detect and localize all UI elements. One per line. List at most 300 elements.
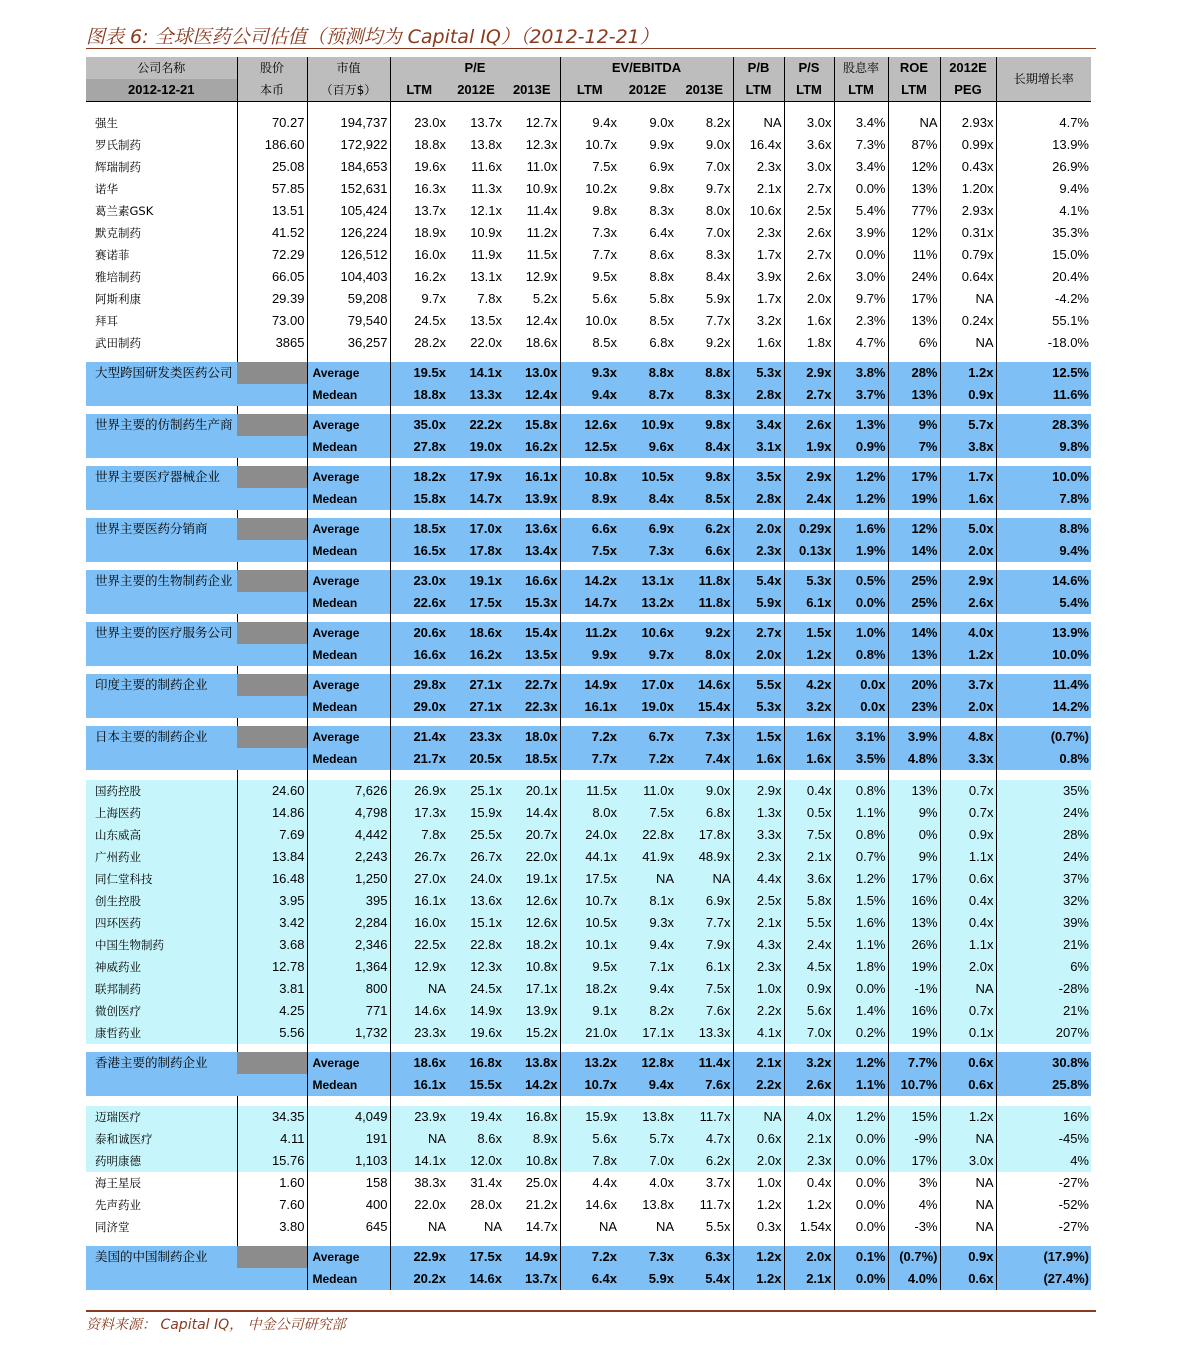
spacer-cell bbox=[390, 770, 448, 780]
value-cell: 172,922 bbox=[307, 134, 390, 156]
value-cell: 8.3x bbox=[676, 244, 733, 266]
value-cell: NA bbox=[655, 1219, 674, 1234]
value-cell: 7.60 bbox=[237, 1194, 307, 1216]
group-marker bbox=[237, 362, 307, 384]
header-mktcap: 市值 bbox=[307, 57, 390, 79]
value-cell: 104,403 bbox=[307, 266, 390, 288]
spacer-cell bbox=[784, 718, 834, 726]
value-cell: 1.0x bbox=[733, 978, 784, 1000]
value-cell: 17.1x bbox=[504, 978, 560, 1000]
header-roe: ROE bbox=[888, 57, 940, 79]
average-value: 3.1% bbox=[834, 726, 888, 748]
value-cell: 126,224 bbox=[307, 222, 390, 244]
average-value: 14.6x bbox=[676, 674, 733, 696]
spacer-cell bbox=[86, 614, 237, 622]
average-value: 16.8x bbox=[448, 1052, 504, 1074]
value-cell: 19% bbox=[888, 1022, 940, 1044]
median-value: 5.4x bbox=[676, 1268, 733, 1290]
average-value: 4.8x bbox=[940, 726, 996, 748]
median-value: 10.0% bbox=[996, 644, 1091, 666]
value-cell: 7.7x bbox=[676, 912, 733, 934]
median-blank bbox=[237, 696, 307, 718]
average-label: Average bbox=[307, 414, 390, 436]
spacer-cell bbox=[448, 770, 504, 780]
spacer-cell bbox=[560, 1238, 619, 1246]
value-cell: 23.3x bbox=[390, 1022, 448, 1044]
spacer-row bbox=[86, 562, 1091, 570]
spacer-cell bbox=[733, 1238, 784, 1246]
spacer-cell bbox=[733, 770, 784, 780]
value-cell: 24.0x bbox=[448, 868, 504, 890]
value-cell: 0.0% bbox=[834, 1172, 888, 1194]
value-cell: 25.1x bbox=[448, 780, 504, 802]
value-cell: 7.8x bbox=[390, 824, 448, 846]
average-value: 0.9x bbox=[940, 1246, 996, 1268]
value-cell: -18.0% bbox=[1047, 335, 1089, 350]
value-cell: 15% bbox=[888, 1106, 940, 1128]
median-value: 16.2x bbox=[504, 436, 560, 458]
value-cell: 2.3x bbox=[733, 846, 784, 868]
spacer-cell bbox=[940, 718, 996, 726]
value-cell: 7.1x bbox=[619, 956, 676, 978]
value-cell: 2.6x bbox=[784, 266, 834, 288]
spacer-cell bbox=[237, 510, 307, 518]
median-value: 20.5x bbox=[448, 748, 504, 770]
median-value: 0.8% bbox=[996, 748, 1091, 770]
spacer-cell bbox=[834, 1238, 888, 1246]
header-ev-ebitda: EV/EBITDA bbox=[560, 57, 733, 79]
value-cell: 5.5x bbox=[676, 1216, 733, 1238]
average-value: 2.9x bbox=[940, 570, 996, 592]
value-cell: 0.31x bbox=[940, 222, 996, 244]
spacer-cell bbox=[834, 102, 888, 113]
median-value: (27.4%) bbox=[996, 1268, 1091, 1290]
median-value: 22.3x bbox=[504, 696, 560, 718]
value-cell: 1.54x bbox=[784, 1216, 834, 1238]
average-value: 12% bbox=[888, 518, 940, 540]
average-value: 17.9x bbox=[448, 466, 504, 488]
spacer-cell bbox=[996, 354, 1091, 362]
average-value: 3.9% bbox=[888, 726, 940, 748]
median-value: 0.6x bbox=[940, 1074, 996, 1096]
value-cell: 17.1x bbox=[619, 1022, 676, 1044]
average-value: 9.2x bbox=[676, 622, 733, 644]
median-value: 8.0x bbox=[676, 644, 733, 666]
average-value: 11.2x bbox=[560, 622, 619, 644]
average-value: 8.8% bbox=[996, 518, 1091, 540]
median-value: 11.6% bbox=[996, 384, 1091, 406]
spacer-cell bbox=[390, 614, 448, 622]
average-row bbox=[86, 1246, 1091, 1268]
value-cell: 4.3x bbox=[733, 934, 784, 956]
value-cell: 15.1x bbox=[448, 912, 504, 934]
median-value: 0.0x bbox=[834, 696, 888, 718]
value-cell: 4.4x bbox=[592, 1175, 617, 1190]
value-cell: 0.4x bbox=[784, 1172, 834, 1194]
value-cell: 1.1x bbox=[940, 934, 996, 956]
value-cell: 22.5x bbox=[390, 934, 448, 956]
value-cell: 66.05 bbox=[237, 266, 307, 288]
value-cell: 2.7x bbox=[784, 178, 834, 200]
spacer-cell bbox=[390, 458, 448, 466]
spacer-cell bbox=[619, 718, 676, 726]
spacer-cell bbox=[784, 406, 834, 414]
value-cell: 105,424 bbox=[307, 200, 390, 222]
average-value: 10.5x bbox=[619, 466, 676, 488]
median-value: 17.5x bbox=[448, 592, 504, 614]
spacer-cell bbox=[390, 1238, 448, 1246]
median-value: 2.0x bbox=[733, 644, 784, 666]
value-cell: 8.4x bbox=[676, 266, 733, 288]
average-value: 2.9x bbox=[784, 362, 834, 384]
average-value: 19.1x bbox=[448, 570, 504, 592]
average-value: 8.8x bbox=[676, 362, 733, 384]
spacer-cell bbox=[307, 666, 390, 674]
value-cell: 10.7x bbox=[585, 137, 617, 152]
value-cell: 41.52 bbox=[237, 222, 307, 244]
value-cell: 11% bbox=[888, 244, 940, 266]
value-cell: 22.8x bbox=[448, 934, 504, 956]
value-cell: 17% bbox=[888, 1150, 940, 1172]
spacer-cell bbox=[86, 510, 237, 518]
spacer-cell bbox=[307, 1096, 390, 1106]
value-cell: 1.8x bbox=[784, 332, 834, 354]
value-cell: 0.7x bbox=[940, 802, 996, 824]
spacer-cell bbox=[504, 770, 560, 780]
value-cell: 35% bbox=[996, 780, 1091, 802]
value-cell: 2.3x bbox=[733, 222, 784, 244]
value-cell: 13% bbox=[888, 178, 940, 200]
value-cell: 13.3x bbox=[676, 1022, 733, 1044]
spacer-cell bbox=[676, 666, 733, 674]
average-row bbox=[86, 518, 1091, 540]
value-cell: 11.7x bbox=[676, 1194, 733, 1216]
spacer-cell bbox=[784, 458, 834, 466]
value-cell: 38.3x bbox=[414, 1175, 446, 1190]
median-value: 0.6x bbox=[940, 1268, 996, 1290]
value-cell: 4.0x bbox=[649, 1175, 674, 1190]
spacer-cell bbox=[307, 354, 390, 362]
average-value: 13.6x bbox=[504, 518, 560, 540]
average-value: 27.1x bbox=[448, 674, 504, 696]
spacer-cell bbox=[733, 458, 784, 466]
value-cell: 2.1x bbox=[784, 846, 834, 868]
median-value: 14.6x bbox=[448, 1268, 504, 1290]
group-name: 美国的中国制药企业 bbox=[86, 1246, 237, 1268]
spacer-cell bbox=[237, 458, 307, 466]
value-cell: 2.7x bbox=[784, 244, 834, 266]
value-cell: 59,208 bbox=[307, 288, 390, 310]
spacer-row bbox=[86, 718, 1091, 726]
average-value: 10.6x bbox=[619, 622, 676, 644]
spacer-cell bbox=[390, 510, 448, 518]
header-roe-ltm: LTM bbox=[888, 79, 940, 102]
median-blank bbox=[86, 592, 237, 614]
value-cell: 400 bbox=[307, 1194, 390, 1216]
median-value: 13% bbox=[888, 384, 940, 406]
value-cell: 26% bbox=[888, 934, 940, 956]
spacer-cell bbox=[733, 102, 784, 113]
spacer-cell bbox=[86, 354, 237, 362]
value-cell: 2.93x bbox=[940, 112, 996, 134]
spacer-cell bbox=[888, 510, 940, 518]
value-cell: 7.8x bbox=[477, 291, 502, 306]
spacer-cell bbox=[560, 102, 619, 113]
value-cell: 191 bbox=[307, 1128, 390, 1150]
median-value: 14.2% bbox=[996, 696, 1091, 718]
spacer-cell bbox=[834, 614, 888, 622]
spacer-cell bbox=[307, 102, 390, 113]
table-row bbox=[86, 1194, 1091, 1216]
spacer-cell bbox=[996, 1096, 1091, 1106]
value-cell: 6.4x bbox=[649, 225, 674, 240]
value-cell: 39% bbox=[996, 912, 1091, 934]
average-row bbox=[86, 622, 1091, 644]
average-row bbox=[86, 362, 1091, 384]
spacer-cell bbox=[448, 718, 504, 726]
spacer-cell bbox=[504, 1238, 560, 1246]
value-cell: 13.9% bbox=[1052, 137, 1089, 152]
spacer-cell bbox=[733, 406, 784, 414]
value-cell: 4.7% bbox=[834, 332, 888, 354]
value-cell: NA bbox=[940, 1172, 996, 1194]
spacer-cell bbox=[784, 1044, 834, 1052]
spacer-cell bbox=[888, 458, 940, 466]
median-value: 14% bbox=[888, 540, 940, 562]
value-cell: 0.8% bbox=[834, 780, 888, 802]
value-cell: 0.9x bbox=[784, 978, 834, 1000]
median-value: 25% bbox=[888, 592, 940, 614]
value-cell: 17% bbox=[888, 868, 940, 890]
value-cell: 9.0x bbox=[676, 134, 733, 156]
spacer-cell bbox=[560, 406, 619, 414]
value-cell: 3.80 bbox=[237, 1216, 307, 1238]
spacer-cell bbox=[448, 510, 504, 518]
average-value: 17.0x bbox=[448, 518, 504, 540]
median-value: 18.5x bbox=[504, 748, 560, 770]
average-label: Average bbox=[307, 1246, 390, 1268]
company-name-cell: 同仁堂科技 bbox=[86, 868, 237, 890]
value-cell: 25.0x bbox=[504, 1172, 560, 1194]
value-cell: 8.2x bbox=[676, 112, 733, 134]
value-cell: 6.9x bbox=[649, 159, 674, 174]
value-cell: 4.7x bbox=[676, 1128, 733, 1150]
value-cell: 9% bbox=[888, 802, 940, 824]
value-cell: 11.5x bbox=[504, 244, 560, 266]
average-value: 3.5x bbox=[733, 466, 784, 488]
average-value: 15.4x bbox=[504, 622, 560, 644]
company-name-cell: 中国生物制药 bbox=[86, 934, 237, 956]
average-value: 29.8x bbox=[390, 674, 448, 696]
spacer-cell bbox=[940, 1096, 996, 1106]
value-cell: 24.5x bbox=[448, 978, 504, 1000]
value-cell: 9.7% bbox=[834, 288, 888, 310]
spacer-cell bbox=[733, 510, 784, 518]
header-pe-2012e: 2012E bbox=[448, 79, 504, 102]
value-cell: 0.99x bbox=[940, 134, 996, 156]
value-cell: 1,364 bbox=[307, 956, 390, 978]
value-cell: 7.7x bbox=[676, 310, 733, 332]
value-cell: 13% bbox=[888, 912, 940, 934]
value-cell: 3.9x bbox=[733, 266, 784, 288]
median-value: 11.8x bbox=[676, 592, 733, 614]
value-cell: 771 bbox=[307, 1000, 390, 1022]
spacer-cell bbox=[560, 718, 619, 726]
value-cell: 21% bbox=[996, 934, 1091, 956]
value-cell: 1.2x bbox=[784, 1194, 834, 1216]
value-cell: 13.8x bbox=[619, 1106, 676, 1128]
spacer-cell bbox=[733, 354, 784, 362]
spacer-cell bbox=[676, 770, 733, 780]
median-value: 2.1x bbox=[784, 1268, 834, 1290]
average-value: 18.2x bbox=[390, 466, 448, 488]
value-cell: 0% bbox=[888, 824, 940, 846]
median-value: 2.2x bbox=[733, 1074, 784, 1096]
spacer-cell bbox=[237, 1096, 307, 1106]
value-cell: 4,442 bbox=[307, 824, 390, 846]
table-row bbox=[86, 156, 1091, 178]
header-mktcap-unit: （百万$） bbox=[307, 79, 390, 102]
average-value: 2.0x bbox=[784, 1246, 834, 1268]
median-row bbox=[86, 436, 1091, 458]
average-value: 25% bbox=[888, 570, 940, 592]
table-row bbox=[86, 134, 1091, 156]
value-cell: 19% bbox=[888, 956, 940, 978]
spacer-cell bbox=[307, 770, 390, 780]
group-name: 大型跨国研发类医药公司 bbox=[86, 362, 237, 384]
value-cell: 9.1x bbox=[560, 1000, 619, 1022]
median-value: 15.5x bbox=[448, 1074, 504, 1096]
median-value: 13.5x bbox=[504, 644, 560, 666]
value-cell: 207% bbox=[996, 1022, 1091, 1044]
median-value: 13% bbox=[888, 644, 940, 666]
group-marker bbox=[237, 622, 307, 644]
average-value: 4.0x bbox=[940, 622, 996, 644]
average-value: 12.5% bbox=[996, 362, 1091, 384]
value-cell: 2.0x bbox=[784, 288, 834, 310]
median-value: 1.9% bbox=[834, 540, 888, 562]
spacer-row bbox=[86, 1044, 1091, 1052]
value-cell: 24.0x bbox=[560, 824, 619, 846]
median-blank bbox=[237, 748, 307, 770]
value-cell: 9.0x bbox=[676, 780, 733, 802]
value-cell: 0.4x bbox=[940, 890, 996, 912]
value-cell: 2.3% bbox=[834, 310, 888, 332]
value-cell: 184,653 bbox=[307, 156, 390, 178]
average-value: 14.2x bbox=[560, 570, 619, 592]
spacer-cell bbox=[834, 1044, 888, 1052]
header-growth: 长期增长率 bbox=[996, 57, 1091, 102]
group-name: 香港主要的制药企业 bbox=[86, 1052, 237, 1074]
spacer-cell bbox=[940, 770, 996, 780]
spacer-cell bbox=[996, 510, 1091, 518]
spacer-row bbox=[86, 1238, 1091, 1246]
spacer-cell bbox=[619, 102, 676, 113]
median-value: 15.8x bbox=[390, 488, 448, 510]
median-row bbox=[86, 1268, 1091, 1290]
group-marker bbox=[237, 1246, 307, 1268]
median-value: 3.8x bbox=[940, 436, 996, 458]
spacer-cell bbox=[996, 666, 1091, 674]
value-cell: NA bbox=[940, 288, 996, 310]
median-value: 1.6x bbox=[784, 748, 834, 770]
average-value: 1.6% bbox=[834, 518, 888, 540]
spacer-cell bbox=[996, 770, 1091, 780]
value-cell: 15.9x bbox=[560, 1106, 619, 1128]
median-value: 8.3x bbox=[676, 384, 733, 406]
average-value: 5.5x bbox=[733, 674, 784, 696]
average-value: 2.6x bbox=[784, 414, 834, 436]
median-value: 12.5x bbox=[560, 436, 619, 458]
spacer-cell bbox=[86, 718, 237, 726]
average-value: 11.8x bbox=[676, 570, 733, 592]
value-cell: 1.6x bbox=[733, 332, 784, 354]
value-cell: 9.5x bbox=[592, 269, 617, 284]
value-cell: 0.1x bbox=[940, 1022, 996, 1044]
average-value: 3.8% bbox=[834, 362, 888, 384]
median-value: 4.8% bbox=[888, 748, 940, 770]
median-value: 13.4x bbox=[504, 540, 560, 562]
value-cell: 21.0x bbox=[560, 1022, 619, 1044]
value-cell: NA bbox=[940, 1216, 996, 1238]
spacer-cell bbox=[390, 718, 448, 726]
average-value: 13.9% bbox=[996, 622, 1091, 644]
average-value: 12.8x bbox=[619, 1052, 676, 1074]
company-name-cell: 罗氏制药 bbox=[86, 134, 237, 156]
median-row bbox=[86, 644, 1091, 666]
spacer-cell bbox=[448, 458, 504, 466]
source-note: 资料来源： Capital IQ， 中金公司研究部 bbox=[86, 1317, 346, 1333]
value-cell: 10.8x bbox=[504, 1150, 560, 1172]
value-cell: 23.9x bbox=[390, 1106, 448, 1128]
average-value: 18.0x bbox=[504, 726, 560, 748]
value-cell: 7.5x bbox=[784, 824, 834, 846]
average-value: 21.4x bbox=[390, 726, 448, 748]
value-cell: 3.81 bbox=[237, 978, 307, 1000]
group-name: 世界主要的仿制药生产商 bbox=[86, 414, 237, 436]
spacer-cell bbox=[996, 614, 1091, 622]
value-cell: 4,049 bbox=[307, 1106, 390, 1128]
average-value: 9.8x bbox=[676, 466, 733, 488]
value-cell: 7.9x bbox=[676, 934, 733, 956]
value-cell: 152,631 bbox=[307, 178, 390, 200]
value-cell: 395 bbox=[307, 890, 390, 912]
average-value: 11.4% bbox=[996, 674, 1091, 696]
value-cell: 19.6x bbox=[414, 159, 446, 174]
spacer-cell bbox=[237, 1238, 307, 1246]
spacer-cell bbox=[733, 666, 784, 674]
average-row bbox=[86, 570, 1091, 592]
table-row bbox=[86, 1000, 1091, 1022]
spacer-cell bbox=[504, 510, 560, 518]
header-pb: P/B bbox=[733, 57, 784, 79]
spacer-cell bbox=[888, 718, 940, 726]
average-value: (0.7%) bbox=[888, 1246, 940, 1268]
value-cell: 9.8x bbox=[649, 181, 674, 196]
value-cell: 13.5x bbox=[470, 313, 502, 328]
value-cell: 18.2x bbox=[504, 934, 560, 956]
table-row bbox=[86, 222, 1091, 244]
average-value: 0.5% bbox=[834, 570, 888, 592]
value-cell: 13.6x bbox=[448, 890, 504, 912]
value-cell: 1.7x bbox=[733, 288, 784, 310]
average-value: 13.1x bbox=[619, 570, 676, 592]
value-cell: 4.25 bbox=[237, 1000, 307, 1022]
value-cell: 20.4% bbox=[1052, 269, 1089, 284]
value-cell: 4.1x bbox=[733, 1022, 784, 1044]
table-row bbox=[86, 266, 1091, 288]
value-cell: 6.9x bbox=[676, 890, 733, 912]
